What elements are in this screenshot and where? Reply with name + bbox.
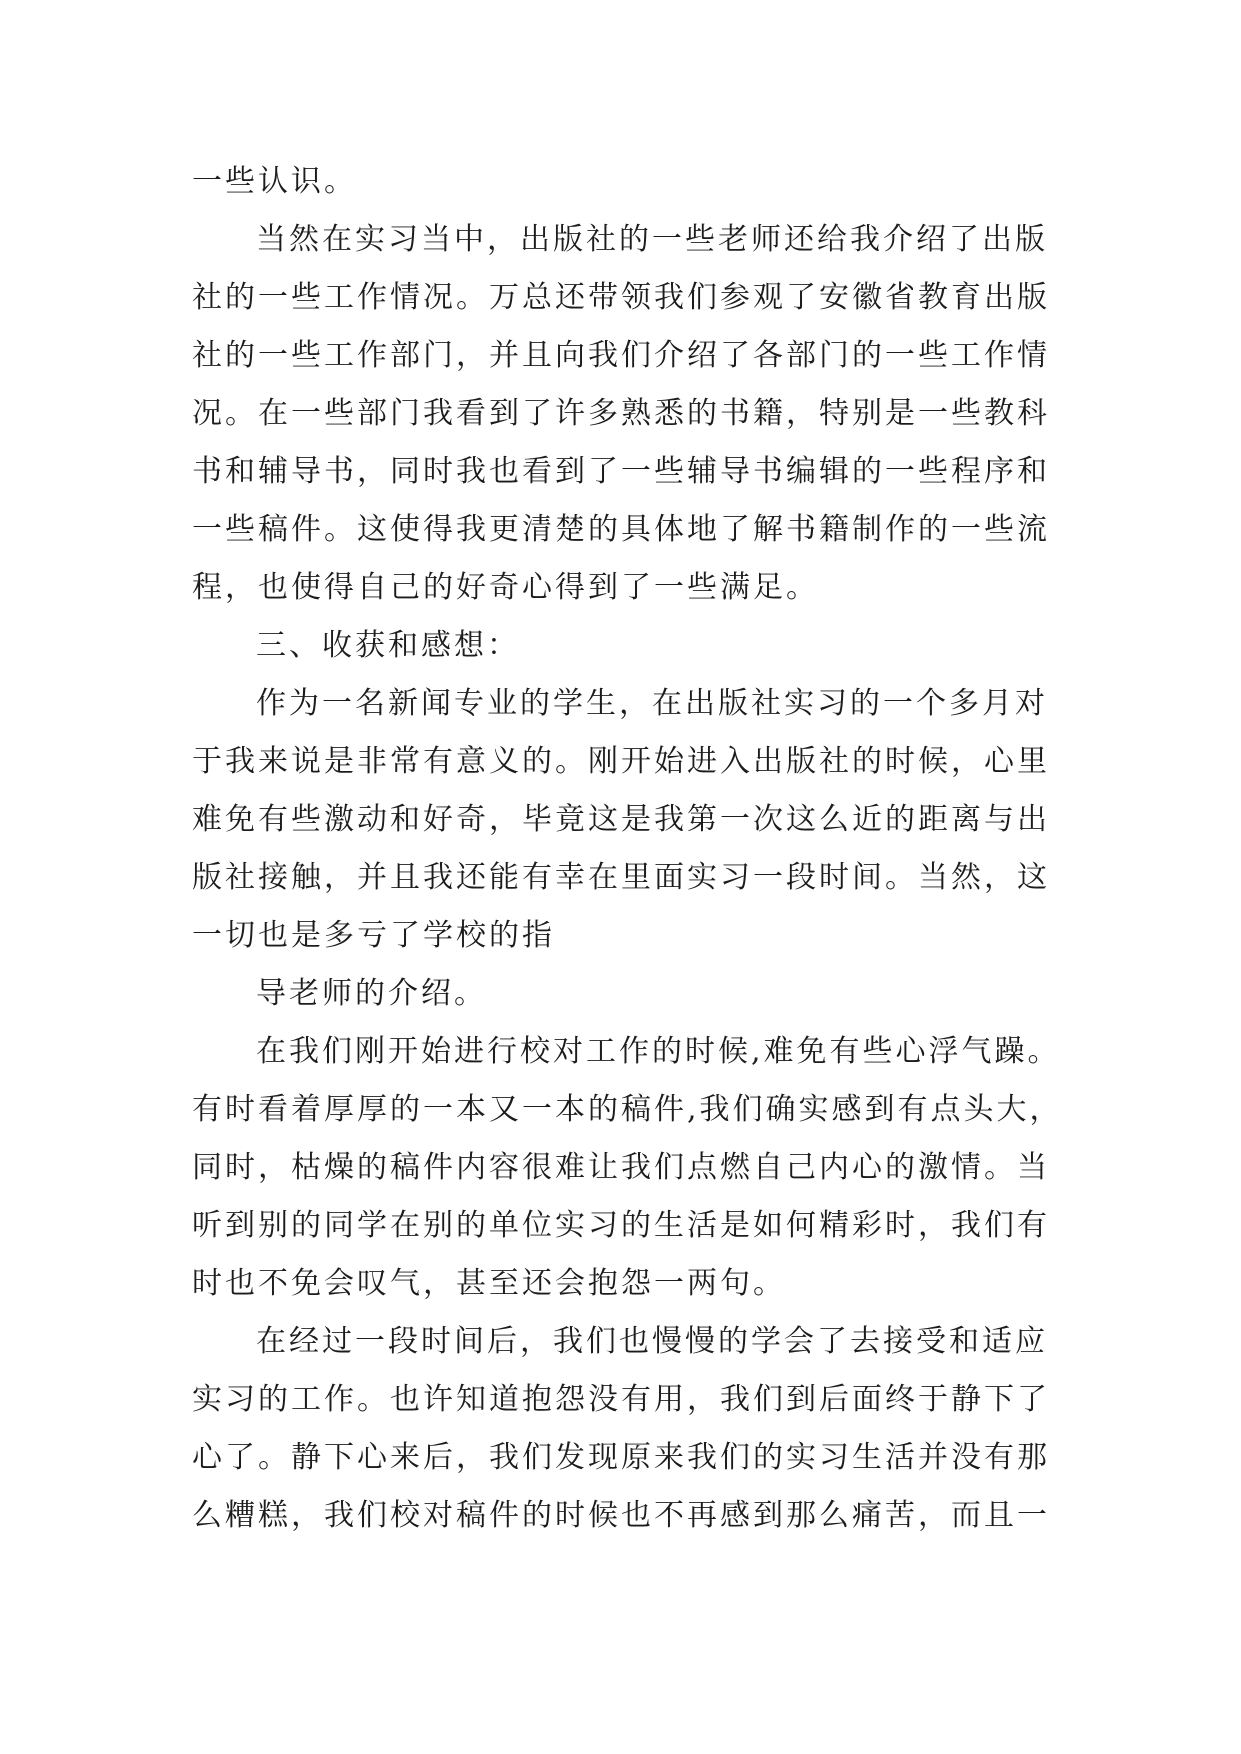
paragraph-continuation	[192, 153, 1192, 211]
text-line: 一切也是多亏了学校的指	[192, 918, 555, 953]
text-line: 一些稿件。这使得我更清楚的具体地了解书籍制作的一些流	[192, 512, 1050, 547]
document-body	[192, 153, 1192, 1545]
text-line: 有时看着厚厚的一本又一本的稿件,我们确实感到有点头大，	[192, 1092, 1063, 1127]
text-line: 一些认识。	[192, 164, 357, 199]
text-line: 当然在实习当中，出版社的一些老师还给我介绍了出版	[256, 222, 1048, 257]
text-line: 在经过一段时间后，我们也慢慢的学会了去接受和适应	[256, 1324, 1048, 1359]
text-line: 版社接触，并且我还能有幸在里面实习一段时间。当然，这	[192, 860, 1050, 895]
text-line: 导老师的介绍。	[256, 976, 487, 1011]
section-heading	[192, 617, 1192, 675]
paragraph-fragment	[192, 965, 1192, 1023]
text-line: 社的一些工作部门，并且向我们介绍了各部门的一些工作情	[192, 338, 1050, 373]
paragraph-adaptation	[192, 1313, 1192, 1545]
text-line: 难免有些激动和好奇，毕竟这是我第一次这么近的距离与出	[192, 802, 1050, 837]
text-line: 同时，枯燥的稿件内容很难让我们点燃自己内心的激情。当	[192, 1150, 1050, 1185]
text-line: 实习的工作。也许知道抱怨没有用，我们到后面终于静下了	[192, 1382, 1050, 1417]
text-line: 么糟糕，我们校对稿件的时候也不再感到那么痛苦，而且一	[192, 1498, 1050, 1533]
text-line: 社的一些工作情况。万总还带领我们参观了安徽省教育出版	[192, 280, 1050, 315]
text-line: 在我们刚开始进行校对工作的时候,难免有些心浮气躁。	[256, 1034, 1061, 1069]
text-line: 听到别的同学在别的单位实习的生活是如何精彩时，我们有	[192, 1208, 1050, 1243]
text-line: 时也不免会叹气，甚至还会抱怨一两句。	[192, 1266, 786, 1301]
text-line: 作为一名新闻专业的学生，在出版社实习的一个多月对	[256, 686, 1048, 721]
text-line: 书和辅导书，同时我也看到了一些辅导书编辑的一些程序和	[192, 454, 1050, 489]
section-heading-text: 三、收获和感想：	[256, 628, 520, 663]
paragraph-publisher-intro	[192, 211, 1192, 617]
text-line: 于我来说是非常有意义的。刚开始进入出版社的时候，心里	[192, 744, 1050, 779]
paragraph-early-work	[192, 1023, 1192, 1313]
text-line: 况。在一些部门我看到了许多熟悉的书籍，特别是一些教科	[192, 396, 1050, 431]
text-line: 心了。静下心来后，我们发现原来我们的实习生活并没有那	[192, 1440, 1050, 1475]
paragraph-significance	[192, 675, 1192, 965]
text-line: 程，也使得自己的好奇心得到了一些满足。	[192, 570, 819, 605]
